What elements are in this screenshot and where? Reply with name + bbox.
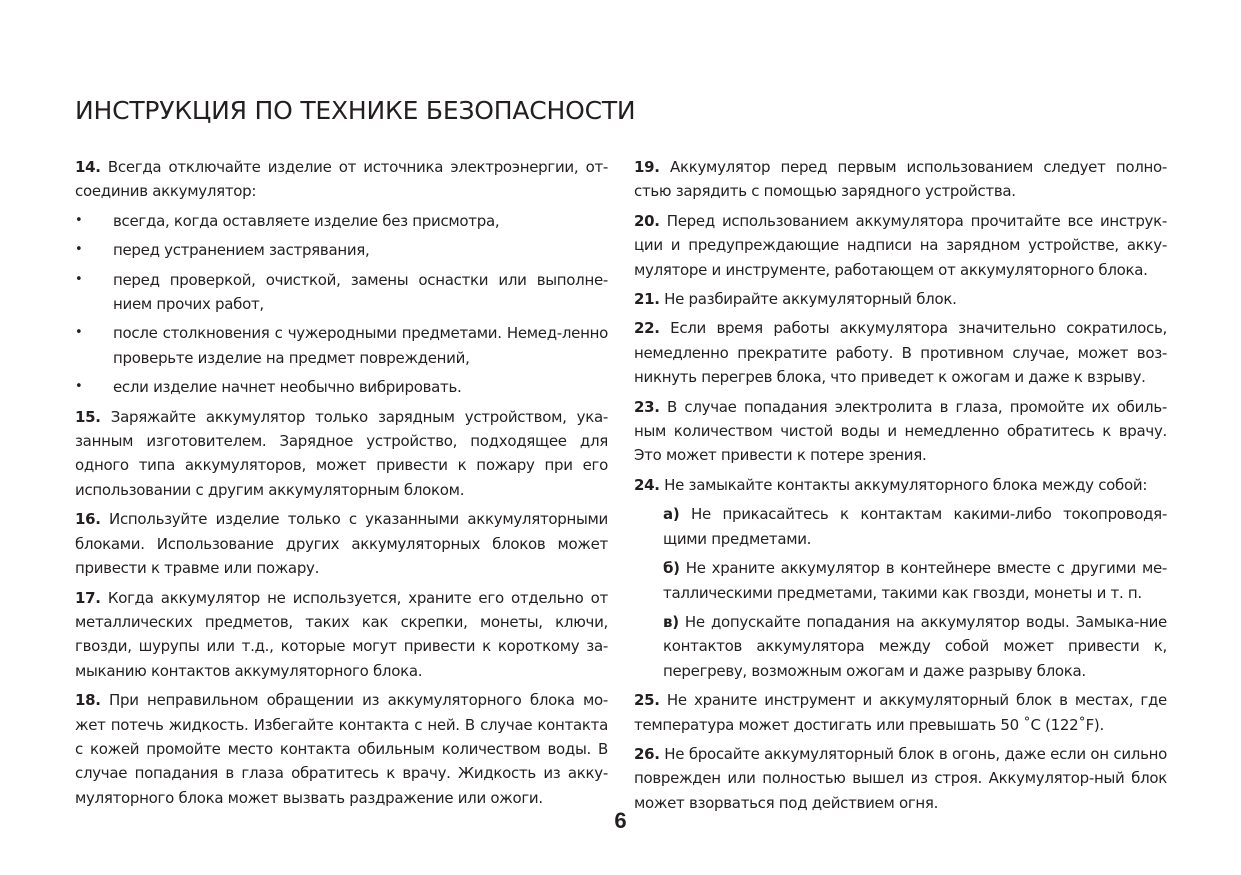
bullet-item: • после столкновения с чужеродными предметами. Немед-ленно проверьте изделие на предмет повреждений, xyxy=(75,321,608,370)
item-17 xyxy=(75,586,608,684)
item-24b xyxy=(663,556,1167,605)
item-text: Не храните инструмент и аккумуляторный блок в местах, где температура может достигать или превышать 50 ˚C (122˚F). xyxy=(634,691,1167,734)
item-25 xyxy=(634,688,1167,737)
item-number: 24. xyxy=(634,475,660,494)
item-text: Заряжайте аккумулятор только зарядным устройством, ука-занным изготовителем. Зарядное устройство, подходящее для одного типа аккумуляторов, может привести к пожару при его использовании с другим аккумуляторным блоком. xyxy=(75,407,608,499)
item-number: 15. xyxy=(75,407,101,426)
item-text: Всегда отключайте изделие от источника электроэнергии, от-соединив аккумулятор: xyxy=(75,158,608,201)
item-text: Не храните аккумулятор в контейнере вместе с другими ме-таллическими предметами, такими как гвозди, монеты и т. п. xyxy=(663,559,1167,602)
bullet-item: • перед устранением застрявания, xyxy=(75,238,608,262)
item-text: В случае попадания электролита в глаза, промойте их обиль-ным количеством чистой воды и немедленно обратитесь к врачу. Это может привести к потере зрения. xyxy=(634,397,1167,465)
item-number: 23. xyxy=(634,397,660,416)
item-text: Если время работы аккумулятора значительно сократилось, немедленно прекратите работу. В противном случае, может воз-никнуть перегрев блока, что приведет к ожогам и даже к взрыву. xyxy=(634,319,1167,387)
item-21 xyxy=(634,287,1167,311)
item-number: 17. xyxy=(75,588,101,607)
item-number: 25. xyxy=(634,691,660,710)
page-title: ИНСТРУКЦИЯ ПО ТЕХНИКЕ БЕЗОПАСНОСТИ xyxy=(75,96,636,125)
item-number: 26. xyxy=(634,744,660,763)
item-number: 18. xyxy=(75,691,101,710)
item-number: 19. xyxy=(634,158,660,176)
item-20 xyxy=(634,209,1167,282)
item-number: 14. xyxy=(75,158,101,176)
item-text: Не бросайте аккумуляторный блок в огонь, даже если он сильно поврежден или полностью вышел из строя. Аккумулятор-ный блок может взорваться под действием огня. xyxy=(634,744,1167,812)
item-18 xyxy=(75,688,608,810)
item-15 xyxy=(75,405,608,503)
item-text: Используйте изделие только с указанными аккумуляторными блоками. Использование других аккумуляторных блоков может привести к травме или пожару. xyxy=(75,510,608,578)
sub-item-letter: в) xyxy=(663,612,679,631)
item-text: Не разбирайте аккумуляторный блок. xyxy=(659,290,957,309)
item-23 xyxy=(634,395,1167,468)
item-text: Не прикасайтесь к контактам какими-либо токопроводя-щими предметами. xyxy=(663,505,1167,548)
item-19 xyxy=(634,155,1167,204)
item-text: Перед использованием аккумулятора прочитайте все инструк-ции и предупреждающие надписи на зарядном устройстве, акку-муляторе и инструменте, работающем от аккумуляторного блока. xyxy=(634,211,1167,279)
item-24c xyxy=(663,610,1167,683)
item-22 xyxy=(634,316,1167,389)
sub-item-letter: б) xyxy=(663,559,680,578)
item-text: Аккумулятор перед первым использованием следует полно-стью зарядить с помощью зарядного устройства. xyxy=(634,158,1167,201)
item-number: 20. xyxy=(634,211,660,230)
item-number: 22. xyxy=(634,319,660,338)
item-14 xyxy=(75,155,608,204)
bullet-item: • если изделие начнет необычно вибрировать. xyxy=(75,375,608,399)
item-24a xyxy=(663,502,1167,551)
page-number: 6 xyxy=(614,808,627,833)
item-26 xyxy=(634,742,1167,815)
right-column xyxy=(634,155,1167,820)
item-text: При неправильном обращении из аккумуляторного блока мо-жет потечь жидкость. Избегайте контакта с ней. В случае контакта с кожей промойте место контакта обильным количеством воды. В случае попадания в глаза обратитесь к врачу. Жидкость из акку-муляторного блока может вызвать раздражение или ожоги. xyxy=(75,691,608,807)
bullet-item: • всегда, когда оставляете изделие без присмотра, xyxy=(75,209,608,233)
bullet-list xyxy=(75,209,608,400)
item-number: 21. xyxy=(634,290,660,309)
sub-item-letter: а) xyxy=(663,505,680,524)
item-16 xyxy=(75,507,608,580)
item-text: Не замыкайте контакты аккумуляторного блока между собой: xyxy=(659,475,1148,494)
item-text: Когда аккумулятор не используется, храните его отдельно от металлических предметов, таких как скрепки, монеты, ключи, гвозди, шурупы или т.д., которые могут привести к короткому за-мыканию контактов аккумуляторного блока. xyxy=(75,588,608,680)
item-24 xyxy=(634,473,1167,497)
bullet-item: • перед проверкой, очисткой, замены оснастки или выполне-нием прочих работ, xyxy=(75,268,608,317)
item-text: Не допускайте попадания на аккумулятор воды. Замыка-ние контактов аккумулятора между собой может привести к, перегреву, возможным ожогам и даже разрыву блока. xyxy=(663,612,1167,680)
left-column xyxy=(75,155,608,815)
item-number: 16. xyxy=(75,510,101,529)
